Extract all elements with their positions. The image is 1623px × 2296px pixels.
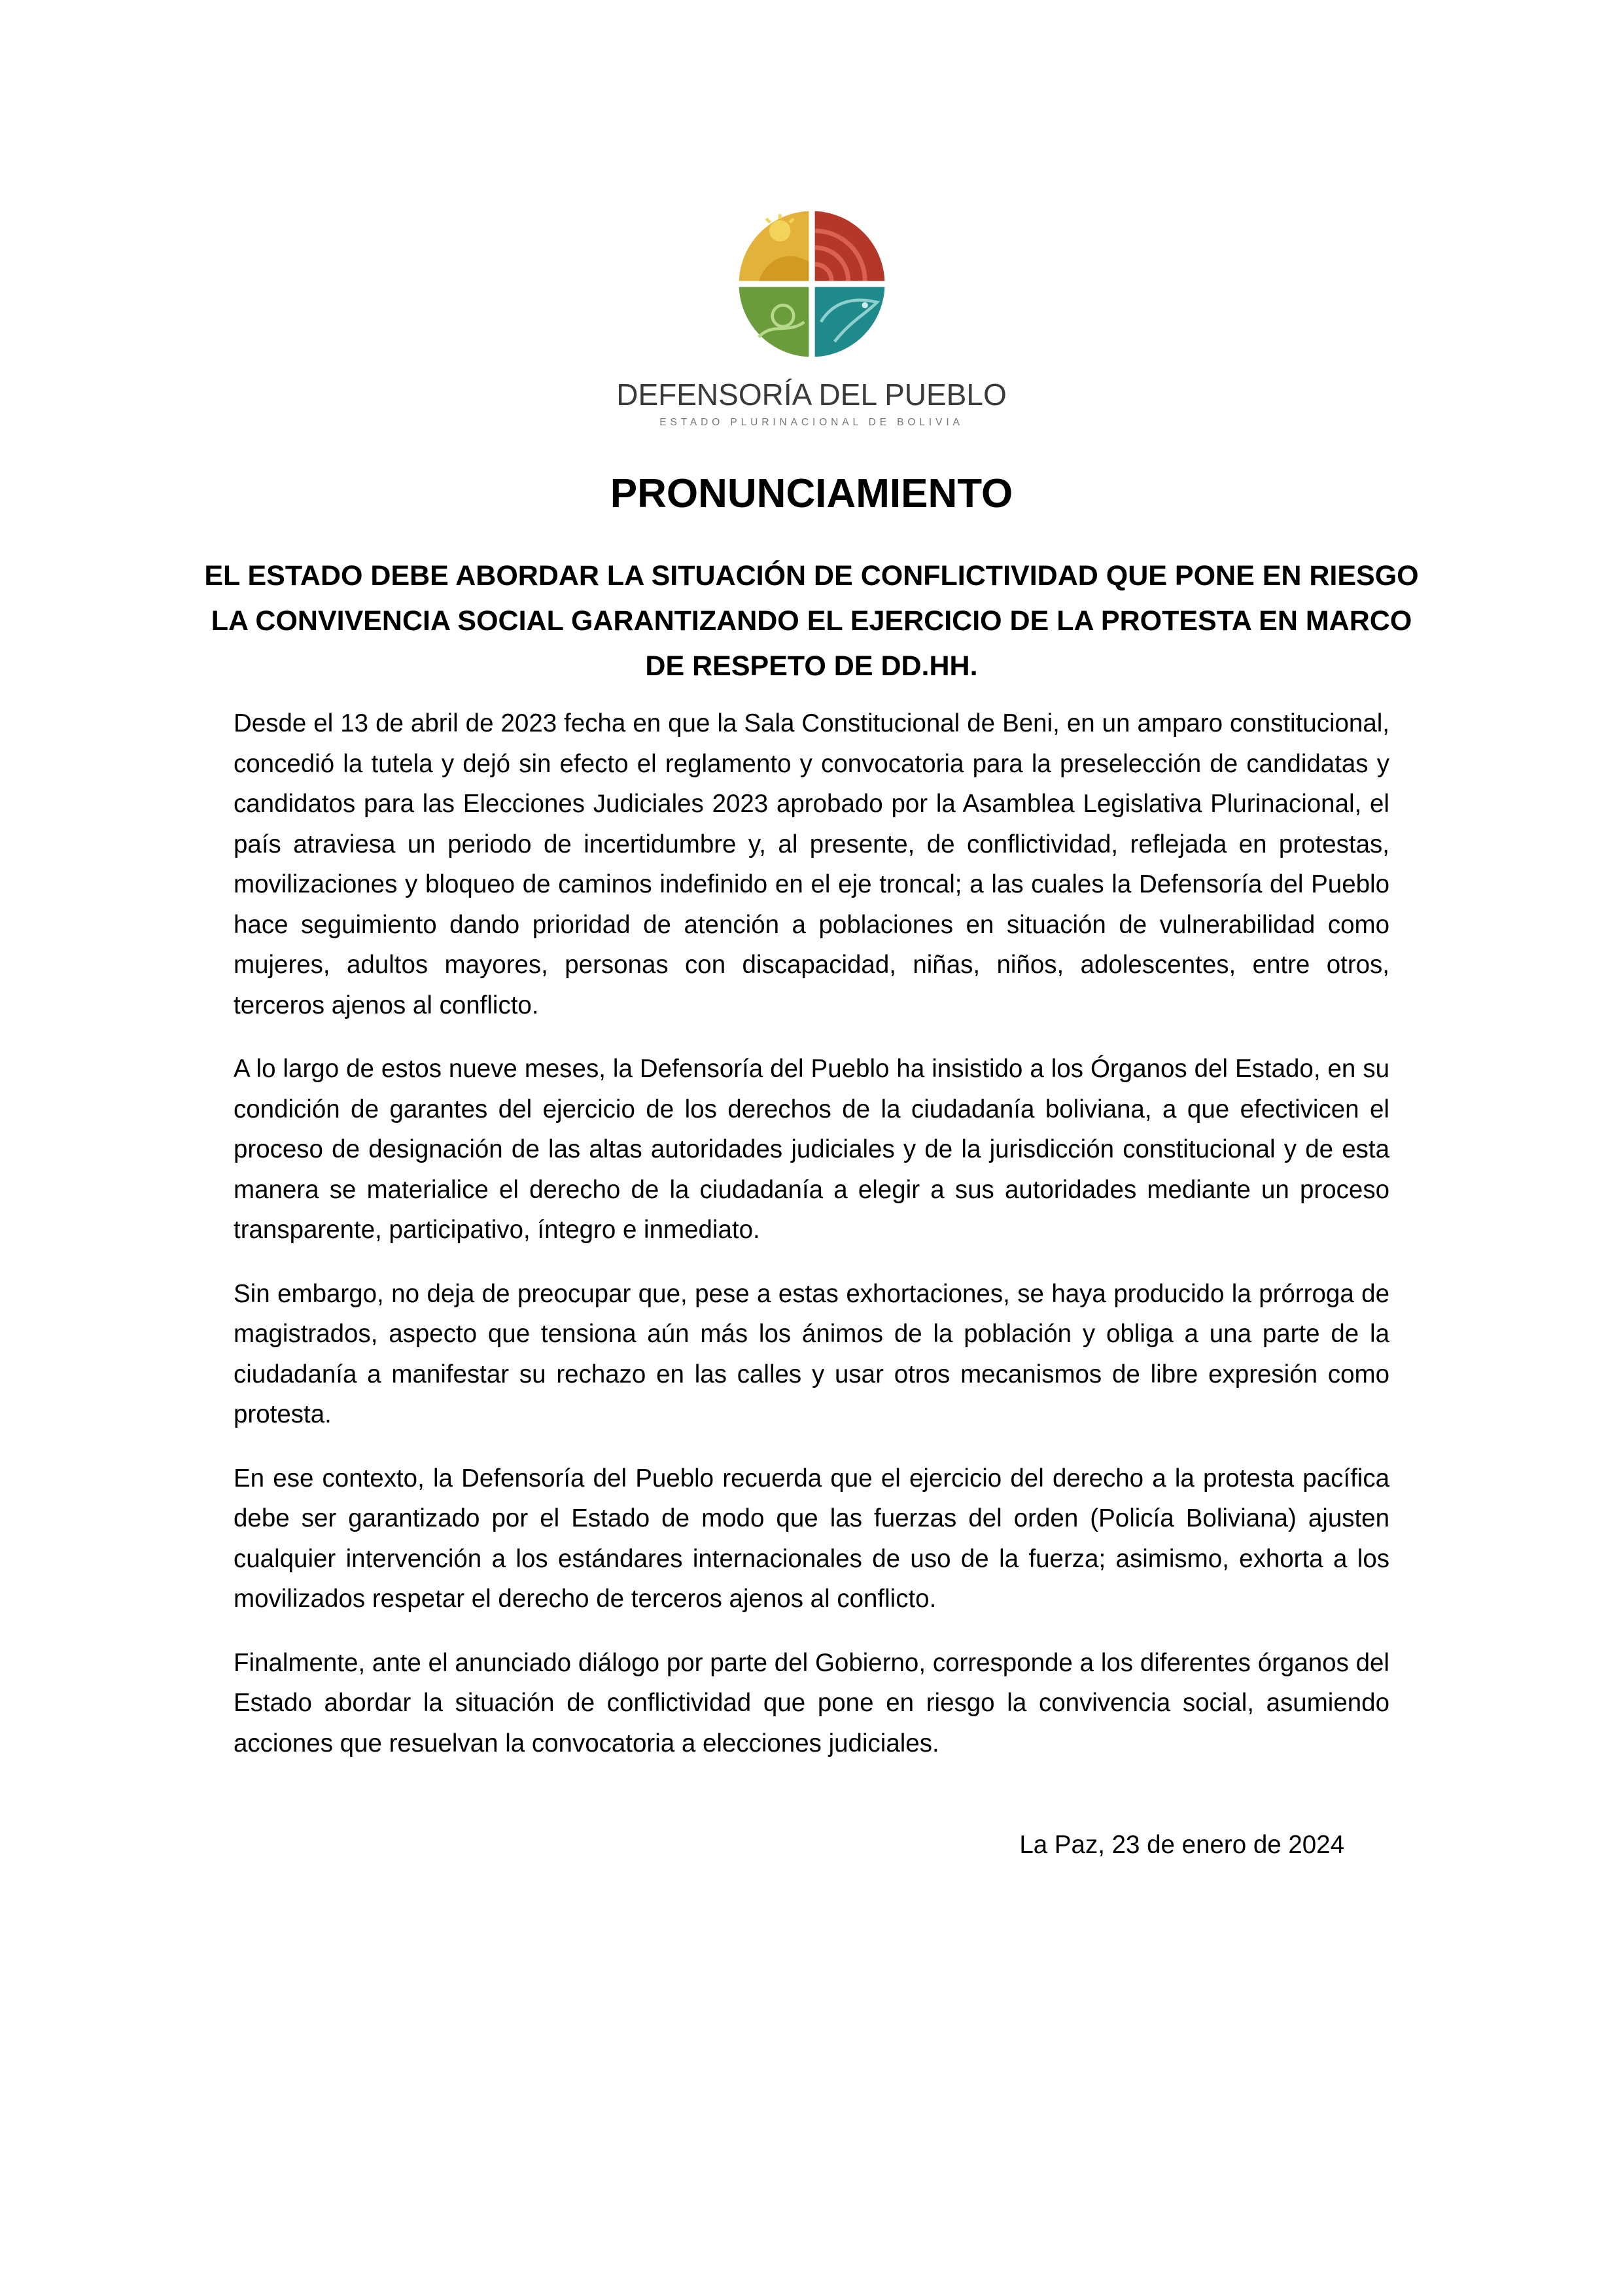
defensoria-logo-icon [736,208,888,360]
paragraph-5: Finalmente, ante el anunciado diálogo por parte del Gobierno, corresponde a los diferentes órganos del Estado abordar la situación de conflictividad que pone en riesgo la convivencia social, asumiendo acciones que resuelvan la convocatoria a elecciones judiciales. [234,1648,1389,1757]
place-date: La Paz, 23 de enero de 2024 [1019,1831,1344,1859]
paragraph-2: A lo largo de estos nueve meses, la Defensoría del Pueblo ha insistido a los Órganos del Estado, en su condición de garantes del ejercicio de los derechos de la ciudadanía boliviana, a que efectivicen el proceso de designación de las altas autoridades judiciales y de la jurisdicción constitucional y de esta manera se materialice el derecho de la ciudadanía a elegir a sus autoridades mediante un proceso transparente, participativo, íntegro e inmediato. [234,1055,1389,1244]
document-body [234,703,1389,1787]
paragraph-4: En ese contexto, la Defensoría del Pueblo recuerda que el ejercicio del derecho a la protesta pacífica debe ser garantizado por el Estado de modo que las fuerzas del orden (Policía Boliviana) ajusten cualquier intervención a los estándares internacionales de uso de la fuerza; asimismo, exhorta a los movilizados respetar el derecho de terceros ajenos al conflicto. [234,1464,1389,1613]
document-title: PRONUNCIAMIENTO [610,471,1013,516]
org-name: DEFENSORÍA DEL PUEBLO [616,378,1007,412]
paragraph-3: Sin embargo, no deja de preocupar que, pese a estas exhortaciones, se haya producido la prórroga de magistrados, aspecto que tensiona aún más los ánimos de la población y obliga a una parte de la ciudadanía a manifestar su rechazo en las calles y usar otros mecanismos de libre expresión como protesta. [234,1279,1389,1428]
header-logo-block [0,208,1623,428]
paragraph-1: Desde el 13 de abril de 2023 fecha en que la Sala Constitucional de Beni, en un amparo constitucional, concedió la tutela y dejó sin efecto el reglamento y convocatoria para la preselección de candidatas y candidatos para las Elecciones Judiciales 2023 aprobado por la Asamblea Legislativa Plurinacional, el país atraviesa un periodo de incertidumbre y, al presente, de conflictividad, reflejada en protestas, movilizaciones y bloqueo de caminos indefinido en el eje troncal; a las cuales la Defensoría del Pueblo hace seguimiento dando prioridad de atención a poblaciones en situación de vulnerabilidad como mujeres, adultos mayores, personas con discapacidad, niñas, niños, adolescentes, entre otros, terceros ajenos al conflicto. [234,709,1389,1019]
document-subtitle: EL ESTADO DEBE ABORDAR LA SITUACIÓN DE CONFLICTIVIDAD QUE PONE EN RIESGO LA CONVIVENCIA SOCIAL GARANTIZANDO EL EJERCICIO DE LA PROTESTA EN MARCO DE RESPETO DE DD.HH. [204,560,1419,682]
org-subtitle: ESTADO PLURINACIONAL DE BOLIVIA [659,417,964,428]
